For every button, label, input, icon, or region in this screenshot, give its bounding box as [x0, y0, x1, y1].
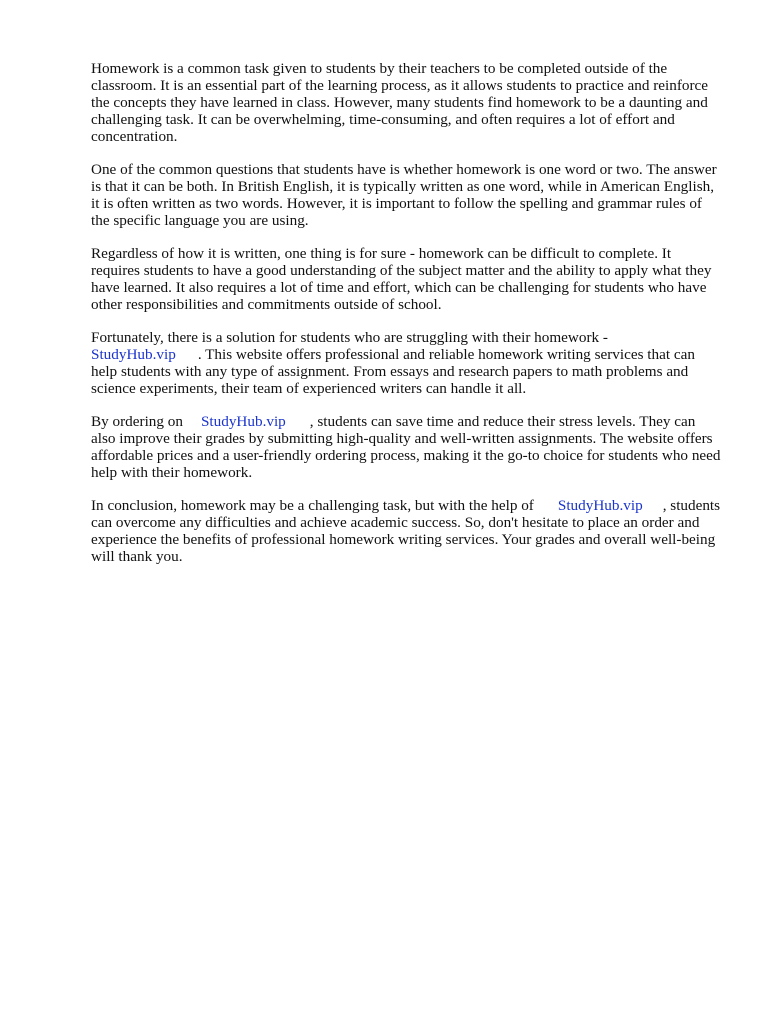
paragraph-solution-text-before: Fortunately, there is a solution for students who are struggling with their homework -	[91, 329, 608, 346]
paragraph-conclusion-text-after: , students can overcome any difficulties and achieve academic success. So, don't hesitate to place an order and experience the benefits of professional homework writing services. Your grades and overall well-being will thank you.	[91, 497, 721, 565]
paragraph-ordering-text-after: , students can save time and reduce their stress levels. They can also improve their grades by submitting high-quality and well-written assignments. The website offers affordable prices and a user-friendly ordering process, making it the go-to choice for students who need help with their homework.	[91, 413, 721, 481]
paragraph-ordering	[91, 413, 721, 481]
paragraph-intro: Homework is a common task given to students by their teachers to be completed outside of the classroom. It is an essential part of the learning process, as it allows students to practice and reinforce the concepts they have learned in class. However, many students find homework to be a daunting and challenging task. It can be overwhelming, time-consuming, and often requires a lot of effort and concentration.	[91, 60, 709, 145]
paragraph-solution-text-after: . This website offers professional and reliable homework writing services that can help students with any type of assignment. From essays and research papers to math problems and science experiments, their team of experienced writers can handle it all.	[91, 346, 695, 397]
paragraph-ordering-text-before: By ordering on	[91, 413, 183, 430]
studyhub-link[interactable]: StudyHub.vip	[91, 346, 176, 363]
paragraph-conclusion	[91, 497, 721, 565]
paragraph-solution	[91, 329, 721, 397]
studyhub-link[interactable]: StudyHub.vip	[557, 497, 643, 514]
studyhub-link[interactable]: StudyHub.vip	[200, 413, 286, 430]
paragraph-conclusion-text-before: In conclusion, homework may be a challenging task, but with the help of	[91, 497, 534, 514]
paragraph-one-word-or-two: One of the common questions that students have is whether homework is one word or two. The answer is that it can be both. In British English, it is typically written as one word, while in American English, it is often written as two words. However, it is important to follow the spelling and grammar rules of the specific language you are using.	[91, 161, 717, 229]
document-body	[91, 60, 721, 581]
paragraph-difficulty: Regardless of how it is written, one thing is for sure - homework can be difficult to complete. It requires students to have a good understanding of the subject matter and the ability to apply what they have learned. It also requires a lot of time and effort, which can be challenging for students who have other responsibilities and commitments outside of school.	[91, 245, 712, 313]
